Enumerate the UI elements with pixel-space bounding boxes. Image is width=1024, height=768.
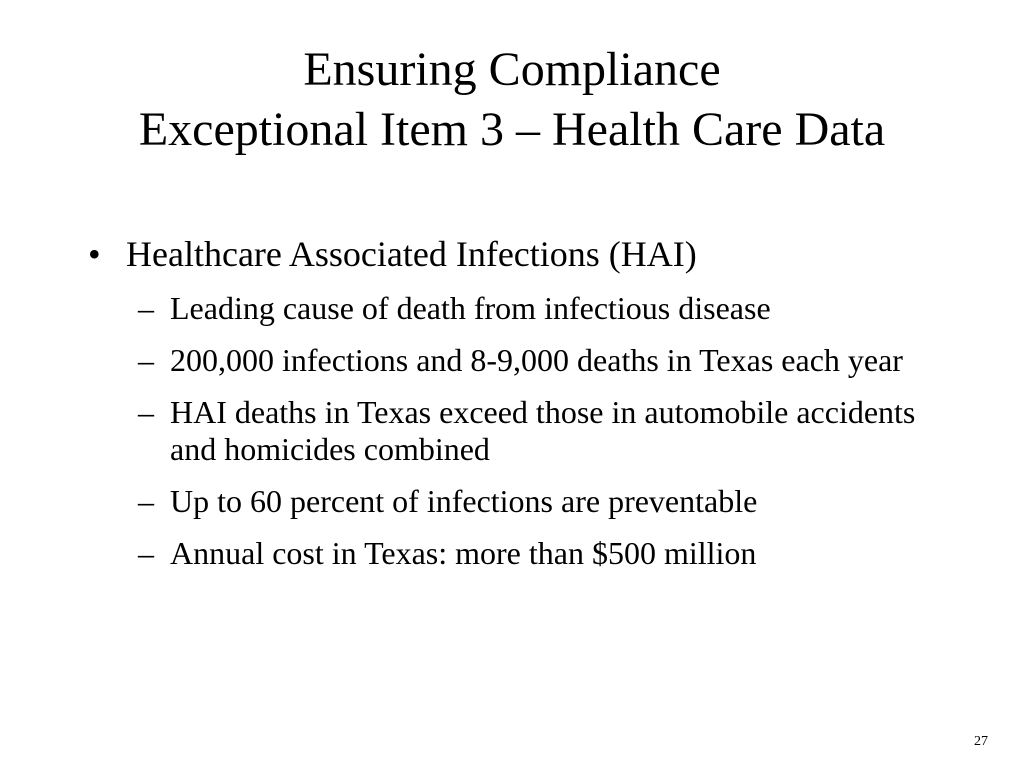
sub-item — [138, 342, 948, 379]
title-line-2: Exceptional Item 3 – Health Care Data — [138, 103, 886, 156]
bullet-marker: • — [88, 234, 101, 274]
sub-item — [138, 483, 948, 520]
dash-marker: – — [138, 394, 154, 430]
slide-title — [0, 40, 1024, 160]
sub-item-text: Leading cause of death from infectious disease — [170, 290, 771, 326]
sub-list — [138, 290, 948, 572]
slide-content — [88, 232, 948, 587]
sub-item — [138, 394, 948, 468]
sub-item-text: 200,000 infections and 8-9,000 deaths in Texas each year — [170, 342, 903, 378]
page-number: 27 — [974, 734, 988, 749]
sub-item — [138, 290, 948, 327]
bullet-item — [88, 232, 948, 276]
sub-item-text: Annual cost in Texas: more than $500 million — [170, 535, 757, 571]
sub-item-text: Up to 60 percent of infections are preventable — [170, 483, 758, 519]
dash-marker: – — [138, 535, 154, 571]
dash-marker: – — [138, 483, 154, 519]
dash-marker: – — [138, 342, 154, 378]
dash-marker: – — [138, 290, 154, 326]
sub-item — [138, 535, 948, 572]
title-line-1: Ensuring Compliance — [303, 43, 721, 96]
sub-item-text: HAI deaths in Texas exceed those in automobile accidents and homicides combined — [170, 394, 916, 467]
bullet-text: Healthcare Associated Infections (HAI) — [126, 234, 697, 274]
